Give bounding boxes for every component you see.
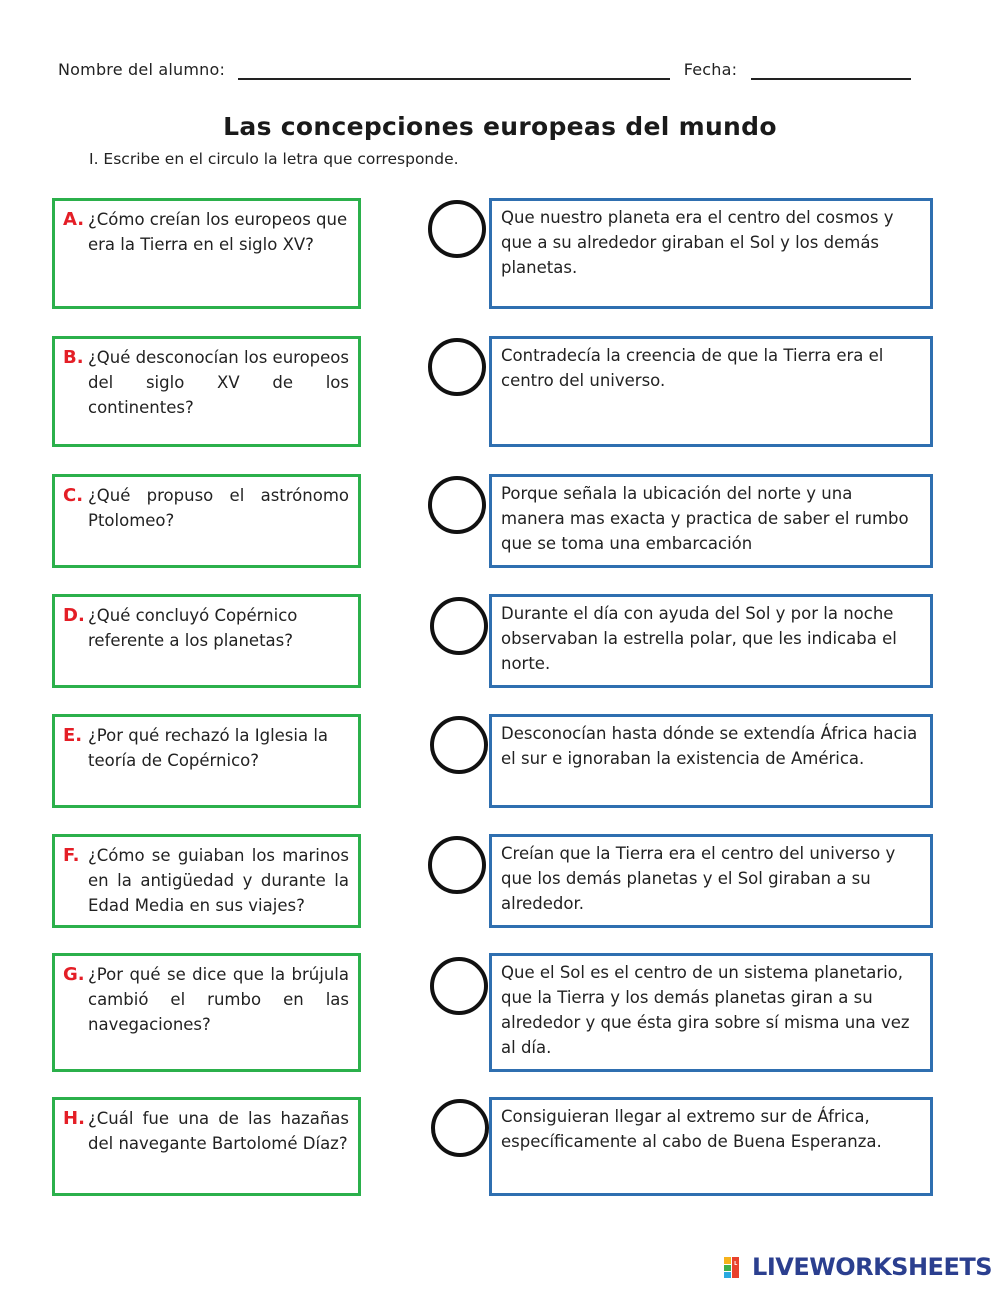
question-letter: H. — [63, 1108, 85, 1129]
answer-circle-8[interactable] — [431, 1099, 489, 1157]
question-letter: D. — [63, 605, 85, 626]
question-box-d — [52, 594, 361, 688]
answer-circle-5[interactable] — [430, 716, 488, 774]
instruction-text: I. Escribe en el circulo la letra que corresponde. — [89, 150, 459, 168]
liveworksheets-logo — [724, 1253, 992, 1281]
answer-box-3 — [489, 474, 933, 568]
date-label: Fecha: — [683, 60, 738, 79]
question-box-e — [52, 714, 361, 808]
answer-input-3[interactable] — [432, 480, 482, 530]
answer-box-1 — [489, 198, 933, 309]
date-input[interactable] — [751, 64, 911, 78]
question-text: ¿Por qué se dice que la brújula cambió el rumbo en las navegaciones? — [88, 965, 349, 1034]
question-text: ¿Cómo se guiaban los marinos en la antigüedad y durante la Edad Media en sus viajes? — [88, 846, 349, 915]
svg-text:L: L — [734, 1261, 737, 1267]
question-box-a — [52, 198, 361, 309]
question-letter: A. — [63, 209, 85, 230]
question-box-g — [52, 953, 361, 1072]
question-box-b — [52, 336, 361, 447]
answer-input-2[interactable] — [432, 342, 482, 392]
answer-box-8 — [489, 1097, 933, 1196]
answer-box-5 — [489, 714, 933, 808]
answer-box-7 — [489, 953, 933, 1072]
answer-text: Que nuestro planeta era el centro del cosmos y que a su alrededor giraban el Sol y los demás planetas. — [501, 208, 894, 277]
name-input[interactable] — [238, 64, 670, 78]
question-text: ¿Qué concluyó Copérnico referente a los planetas? — [88, 606, 298, 650]
question-box-c — [52, 474, 361, 568]
answer-text: Que el Sol es el centro de un sistema planetario, que la Tierra y los demás planetas giran a su alrededor y que ésta gira sobre sí misma una vez al día. — [501, 963, 910, 1057]
date-field[interactable] — [751, 64, 911, 80]
answer-circle-4[interactable] — [430, 597, 488, 655]
name-field[interactable] — [238, 64, 670, 80]
question-box-f — [52, 834, 361, 928]
answer-box-2 — [489, 336, 933, 447]
answer-input-4[interactable] — [434, 601, 484, 651]
answer-circle-1[interactable] — [428, 200, 486, 258]
answer-input-6[interactable] — [432, 840, 482, 890]
answer-text: Porque señala la ubicación del norte y una manera mas exacta y practica de saber el rumbo que se toma una embarcación — [501, 484, 909, 553]
answer-box-4 — [489, 594, 933, 688]
question-text: ¿Cuál fue una de las hazañas del navegante Bartolomé Díaz? — [88, 1109, 349, 1153]
answer-circle-2[interactable] — [428, 338, 486, 396]
question-text: ¿Cómo creían los europeos que era la Tierra en el siglo XV? — [88, 210, 348, 254]
question-letter: E. — [63, 725, 83, 746]
question-letter: F. — [63, 845, 80, 866]
answer-text: Consiguieran llegar al extremo sur de África, específicamente al cabo de Buena Esperanza. — [501, 1107, 882, 1151]
answer-input-8[interactable] — [435, 1103, 485, 1153]
answer-input-1[interactable] — [432, 204, 482, 254]
question-text: ¿Qué propuso el astrónomo Ptolomeo? — [88, 486, 349, 530]
student-header — [58, 60, 918, 80]
question-text: ¿Qué desconocían los europeos del siglo XV de los continentes? — [88, 348, 349, 417]
question-letter: B. — [63, 347, 84, 368]
answer-box-6 — [489, 834, 933, 928]
answer-input-5[interactable] — [434, 720, 484, 770]
question-letter: G. — [63, 964, 85, 985]
answer-circle-7[interactable] — [430, 957, 488, 1015]
answer-input-7[interactable] — [434, 961, 484, 1011]
liveworksheets-logo-icon — [724, 1255, 750, 1279]
logo-text: LIVEWORKSHEETS — [752, 1253, 992, 1281]
name-label: Nombre del alumno: — [58, 60, 226, 79]
answer-text: Creían que la Tierra era el centro del universo y que los demás planetas y el Sol giraban a su alrededor. — [501, 844, 896, 913]
question-letter: C. — [63, 485, 84, 506]
answer-circle-6[interactable] — [428, 836, 486, 894]
question-box-h — [52, 1097, 361, 1196]
answer-text: Durante el día con ayuda del Sol y por la noche observaban la estrella polar, que les indicaba el norte. — [501, 604, 897, 673]
question-text: ¿Por qué rechazó la Iglesia la teoría de Copérnico? — [88, 726, 329, 770]
answer-text: Desconocían hasta dónde se extendía África hacia el sur e ignoraban la existencia de América. — [501, 724, 918, 768]
answer-text: Contradecía la creencia de que la Tierra era el centro del universo. — [501, 346, 884, 390]
worksheet-title: Las concepciones europeas del mundo — [223, 112, 777, 141]
answer-circle-3[interactable] — [428, 476, 486, 534]
